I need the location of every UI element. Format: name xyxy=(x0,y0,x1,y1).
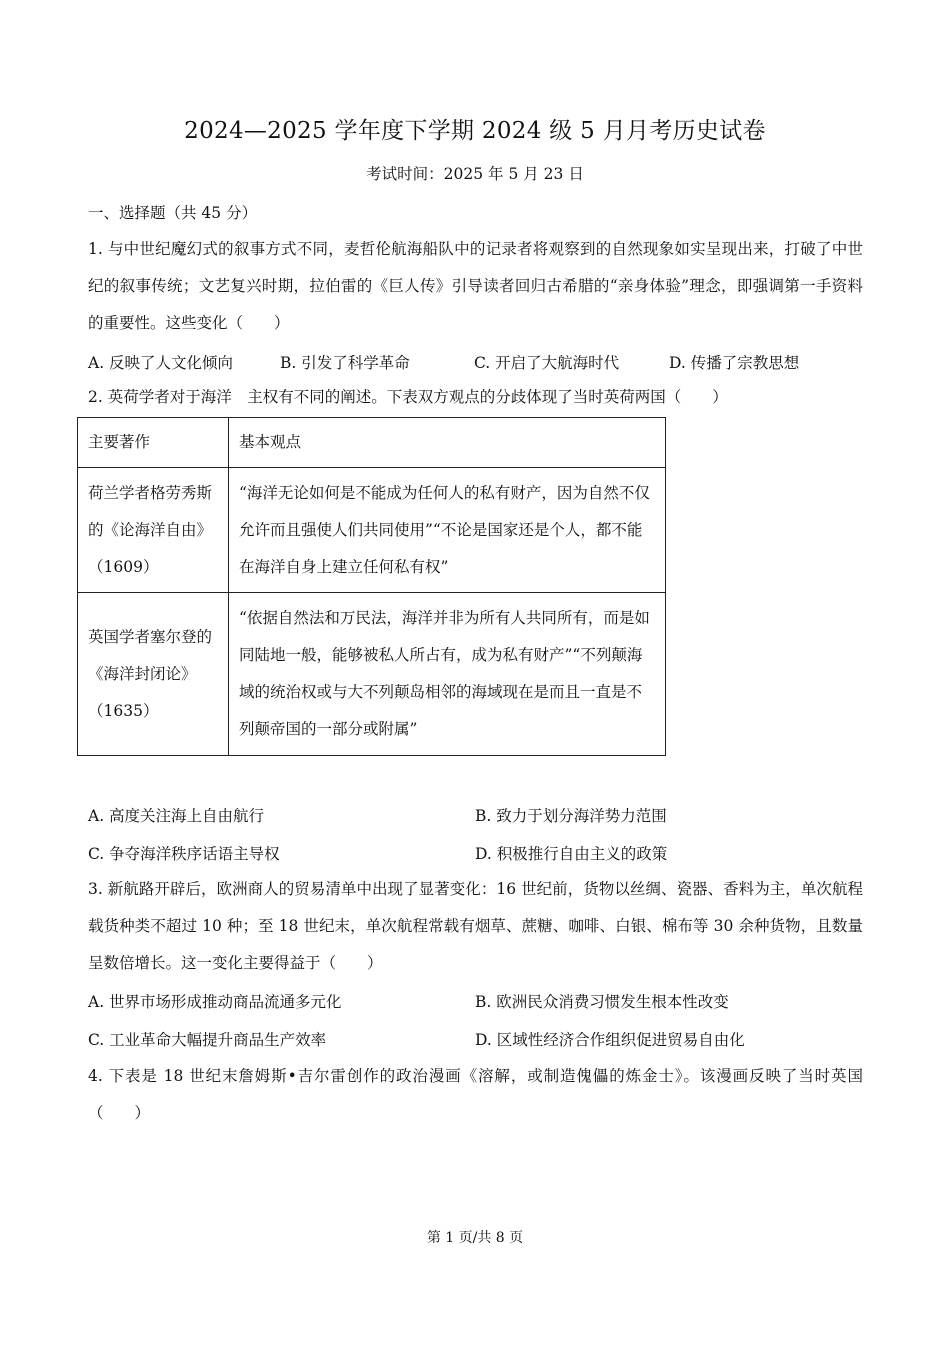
q1-option-b[interactable]: B. 引发了科学革命 xyxy=(280,354,410,372)
exam-time: 考试时间：2025 年 5 月 23 日 xyxy=(366,165,584,183)
q2-option-c[interactable]: C. 争夺海洋秩序话语主导权 xyxy=(88,845,280,863)
q3-option-b[interactable]: B. 欧洲民众消费习惯发生根本性改变 xyxy=(475,993,729,1011)
q1-option-d[interactable]: D. 传播了宗教思想 xyxy=(669,354,800,372)
table-cell-work: 英国学者塞尔登的《海洋封闭论》（1635） xyxy=(78,593,229,756)
table-header-work: 主要著作 xyxy=(78,418,229,468)
q3-option-a[interactable]: A. 世界市场形成推动商品流通多元化 xyxy=(88,993,342,1011)
table-row xyxy=(78,593,666,756)
question-3-stem: 3. 新航路开辟后，欧洲商人的贸易清单中出现了显著变化：16 世纪前，货物以丝绸、瓷器、香料为主，单次航程载货种类不超过 10 种；至 18 世纪末，单次航程常载有烟草、蔗糖、咖啡、白银、棉布等 30 余种货物，且数量呈数倍增长。这一变化主要得益于（ ） xyxy=(88,880,863,972)
table-cell-view: “依据自然法和万民法，海洋并非为所有人共同所有，而是如同陆地一般，能够被私人所占有，成为私有财产”“不列颠海域的统治权或与大不列颠岛相邻的海域现在是而且一直是不列颠帝国的一部分或附属” xyxy=(229,593,666,756)
question-2-stem: 2. 英荷学者对于海洋 主权有不同的阐述。下表双方观点的分歧体现了当时英荷两国（ ） xyxy=(88,388,728,406)
viewpoint-table xyxy=(77,417,666,756)
q2-option-a[interactable]: A. 高度关注海上自由航行 xyxy=(88,807,265,825)
q3-option-d[interactable]: D. 区域性经济合作组织促进贸易自由化 xyxy=(475,1031,745,1049)
table-header-row xyxy=(78,418,666,468)
page-number: 第 1 页/共 8 页 xyxy=(426,1230,524,1246)
page-title: 2024—2025 学年度下学期 2024 级 5 月月考历史试卷 xyxy=(184,118,766,144)
q2-option-b[interactable]: B. 致力于划分海洋势力范围 xyxy=(475,807,667,825)
q1-option-c[interactable]: C. 开启了大航海时代 xyxy=(474,354,620,372)
table-header-view: 基本观点 xyxy=(229,418,666,468)
section-heading: 一、选择题（共 45 分） xyxy=(88,204,258,222)
q1-option-a[interactable]: A. 反映了人文化倾向 xyxy=(88,354,234,372)
q3-option-c[interactable]: C. 工业革命大幅提升商品生产效率 xyxy=(88,1031,327,1049)
table-row xyxy=(78,468,666,593)
table-cell-view: “海洋无论如何是不能成为任何人的私有财产，因为自然不仅允许而且强使人们共同使用”“不论是国家还是个人，都不能在海洋自身上建立任何私有权” xyxy=(229,468,666,593)
question-1-stem: 1. 与中世纪魔幻式的叙事方式不同，麦哲伦航海船队中的记录者将观察到的自然现象如实呈现出来，打破了中世纪的叙事传统；文艺复兴时期，拉伯雷的《巨人传》引导读者回归古希腊的“亲身体验”理念，即强调第一手资料的重要性。这些变化（ ） xyxy=(88,240,863,332)
table-cell-work: 荷兰学者格劳秀斯的《论海洋自由》（1609） xyxy=(78,468,229,593)
q2-option-d[interactable]: D. 积极推行自由主义的政策 xyxy=(475,845,668,863)
question-4-stem: 4. 下表是 18 世纪末詹姆斯•吉尔雷创作的政治漫画《溶解，或制造傀儡的炼金士》。该漫画反映了当时英国（ ） xyxy=(88,1067,863,1122)
